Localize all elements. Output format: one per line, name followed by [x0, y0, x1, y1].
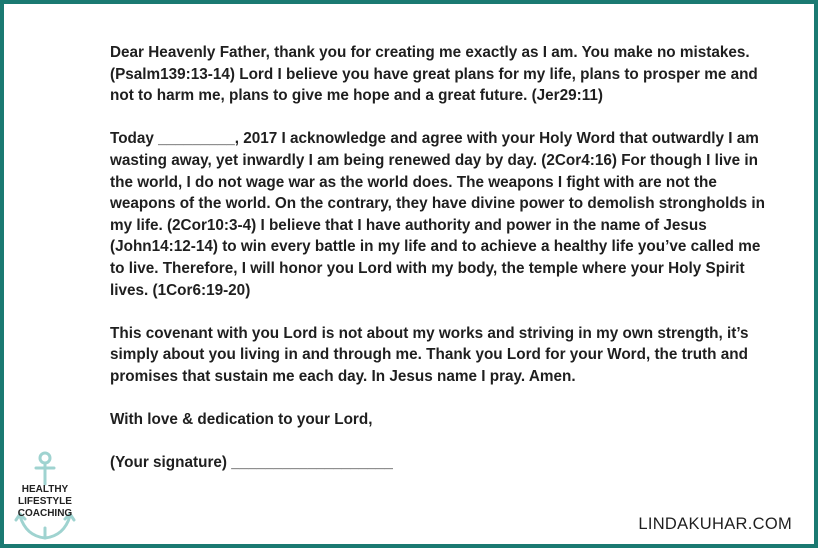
healthy-lifestyle-coaching-logo — [12, 450, 78, 546]
logo-line-lifestyle: LIFESTYLE — [18, 496, 72, 507]
letter-paragraph-3: This covenant with you Lord is not about my works and striving in my own strength, it’s simply about you living in and through me. Thank you Lord for your Word, the truth and promises that sustain me each day. In Jesus name I pray. Amen. — [110, 324, 749, 385]
logo-line-healthy: HEALTHY — [21, 484, 69, 495]
signature-line: (Your signature) ___________________ — [110, 454, 393, 472]
logo-line-coaching: COACHING — [17, 508, 73, 519]
letter-paragraph-2: Today _________, 2017 I acknowledge and agree with your Holy Word that outwardly I am wasting away, yet inwardly I am being renewed day by day. (2Cor4:16) For though I live in the world, I do not wage war as the world does. The weapons I fight with are not the weapons of the world. On the contrary, they have divine power to demolish strongholds in my life. (2Cor10:3-4) I believe that I have authority and power in the name of Jesus (John14:12-14) to win every battle in my life and to achieve a healthy life you’ve called me to live. Therefore, I will honor you Lord with my body, the temple where your Holy Spirit lives. (1Cor6:19-20) — [110, 130, 766, 299]
logo-text — [12, 484, 78, 520]
website-url: LINDAKUHAR.COM — [638, 515, 792, 533]
letter-closing: With love & dedication to your Lord, — [110, 411, 373, 429]
covenant-letter — [110, 42, 778, 495]
letter-paragraph-1: Dear Heavenly Father, thank you for creating me exactly as I am. You make no mistakes. (Psalm139:13-14) Lord I believe you have great plans for my life, plans to prosper me and not to harm me, plans to give me hope and a great future. (Jer29:11) — [110, 44, 758, 105]
